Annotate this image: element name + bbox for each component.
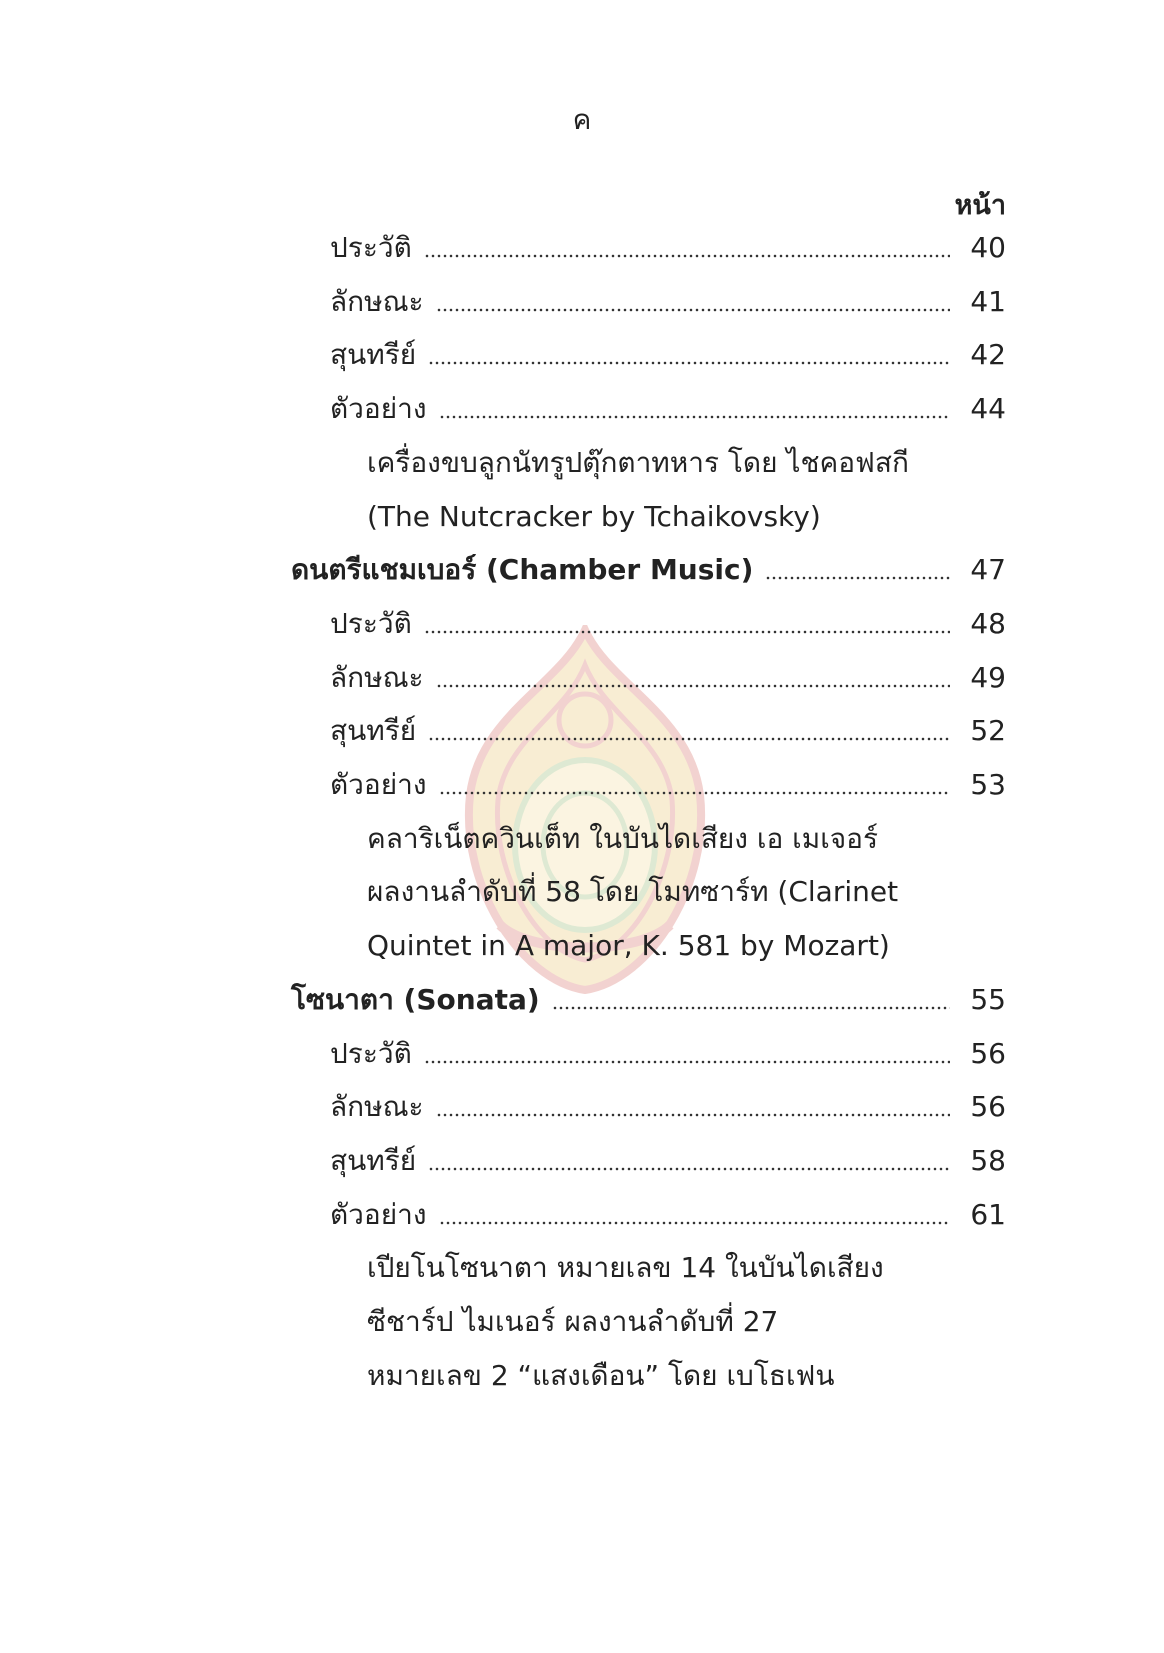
- toc-entry-label: สุนทรีย์: [330, 338, 417, 372]
- toc-entry-label: ตัวอย่าง: [330, 392, 427, 426]
- toc-leader-dots: [436, 684, 950, 688]
- toc-leader-dots: [424, 1060, 950, 1064]
- toc-entry-page-number: 55: [970, 982, 1006, 1016]
- toc-entry: [330, 1085, 1006, 1129]
- toc-leader-dots: [428, 361, 950, 365]
- toc-subentry-line: คลาริเน็ตควินเต็ท ในบันไดเสียง เอ เมเจอร์: [367, 821, 879, 855]
- toc-entry-label: ประวัติ: [330, 1036, 412, 1070]
- toc-leader-dots: [439, 791, 950, 795]
- toc-entry-label: สุนทรีย์: [330, 714, 417, 748]
- toc-leader-dots: [424, 630, 950, 634]
- toc-entry-page-number: 41: [970, 284, 1006, 318]
- toc-entry: [330, 656, 1006, 700]
- toc-subentry-line: ผลงานลำดับที่ 58 โดย โมทซาร์ท (Clarinet: [367, 875, 899, 909]
- toc-entry-label: ลักษณะ: [330, 1090, 424, 1124]
- toc-subentry-line: เปียโนโซนาตา หมายเลข 14 ในบันไดเสียง: [367, 1251, 884, 1285]
- toc-entry: [330, 1139, 1006, 1183]
- toc-subentry-line: ซีชาร์ป ไมเนอร์ ผลงานลำดับที่ 27: [367, 1305, 779, 1338]
- toc-subentry-line: Quintet in A major, K. 581 by Mozart): [367, 929, 890, 963]
- toc-entry-page-number: 49: [970, 660, 1006, 694]
- toc-leader-dots: [428, 1167, 950, 1171]
- toc-leader-dots: [439, 415, 950, 419]
- toc-entry-page-number: 56: [970, 1090, 1006, 1124]
- toc-entry: [330, 280, 1006, 324]
- toc-leader-dots: [424, 254, 950, 258]
- toc-entry-label: ประวัติ: [330, 231, 412, 264]
- toc-entry-label: ลักษณะ: [330, 660, 424, 694]
- toc-entry-page-number: 61: [970, 1197, 1006, 1231]
- toc-leader-dots: [439, 1221, 950, 1225]
- toc-entry: [330, 226, 1006, 270]
- toc-entry-label: ตัวอย่าง: [330, 1197, 427, 1231]
- toc-subentry-line: หมายเลข 2 “แสงเดือน” โดย เบโธเฟน: [367, 1358, 835, 1392]
- toc-entry-label: สุนทรีย์: [330, 1143, 417, 1177]
- toc-entry-page-number: 42: [970, 338, 1006, 372]
- toc-entry: [330, 1193, 1006, 1237]
- toc-leader-dots: [436, 308, 950, 312]
- toc-entry: [330, 602, 1006, 646]
- toc-entry: [330, 1032, 1006, 1076]
- toc-entry-label: ประวัติ: [330, 606, 412, 640]
- toc-leader-dots: [436, 1113, 950, 1117]
- toc-subentry-line: (The Nutcracker by Tchaikovsky): [367, 499, 821, 533]
- toc-entry-page-number: 56: [970, 1036, 1006, 1070]
- page-letter: ค: [572, 103, 592, 136]
- toc-entry-page-number: 52: [970, 714, 1006, 748]
- toc-leader-dots: [765, 576, 950, 580]
- toc-entry: [330, 387, 1006, 431]
- toc-entry: [330, 709, 1006, 753]
- toc-entry: [291, 978, 1006, 1022]
- toc-entry-page-number: 40: [970, 231, 1006, 264]
- toc-entry: [291, 548, 1006, 592]
- toc-entry: [330, 763, 1006, 807]
- toc-entry: [330, 333, 1006, 377]
- toc-entry-page-number: 53: [970, 768, 1006, 801]
- page-column-header: หน้า: [954, 190, 1006, 221]
- toc-entry-label: ดนตรีแชมเบอร์ (Chamber Music): [291, 553, 754, 587]
- toc-entry-page-number: 44: [970, 392, 1006, 426]
- toc-entry-page-number: 48: [970, 606, 1006, 640]
- toc-leader-dots: [552, 1006, 950, 1010]
- toc-entry-page-number: 58: [970, 1143, 1006, 1177]
- toc-entry-label: ลักษณะ: [330, 284, 424, 318]
- toc-entry-page-number: 47: [970, 553, 1006, 587]
- toc-entry-label: ตัวอย่าง: [330, 768, 427, 801]
- toc-entry-label: โซนาตา (Sonata): [291, 982, 540, 1016]
- toc-subentry-line: เครื่องขบลูกนัทรูปตุ๊กตาทหาร โดย ไชคอฟสกี: [367, 445, 909, 479]
- toc-leader-dots: [428, 737, 950, 741]
